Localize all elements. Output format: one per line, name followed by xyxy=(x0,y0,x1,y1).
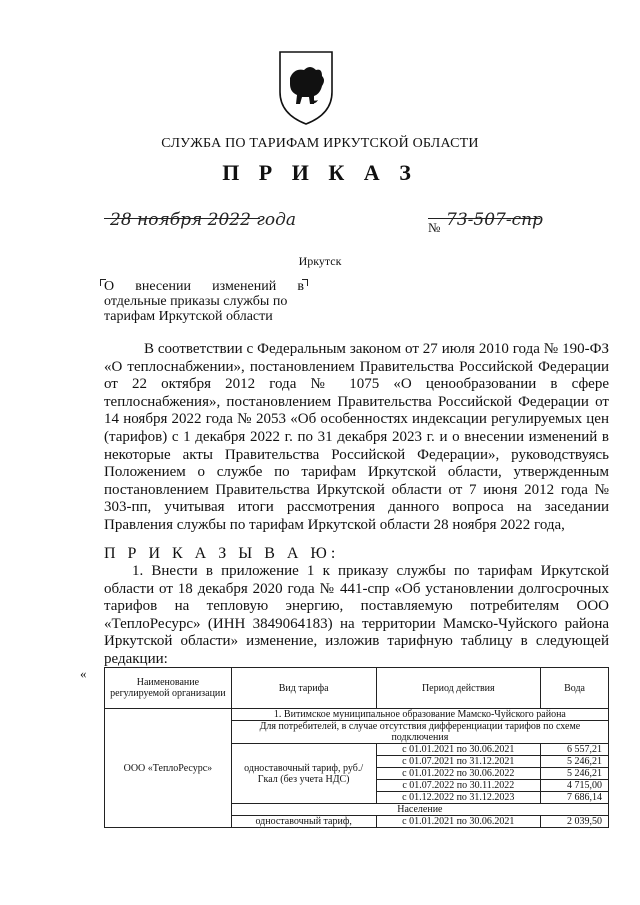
handwritten-date: 28 ноября 2022 года xyxy=(110,210,297,230)
order-heading: П Р И К А З Ы В А Ю: xyxy=(104,545,340,562)
period-cell: с 01.07.2021 по 31.12.2021 xyxy=(376,756,541,768)
order-item-1: 1. Внести в приложение 1 к приказу службы по тарифам Иркутской области от 18 декабря 2020 года № 441-спр «Об установлении долгосрочных тарифов на тепловую энергию, поставляемую потребителям ООО «ТеплоРесурс» (ИНН 3849064183) на территории Мамско-Чуйского района Иркутской области» изменение, изложив тарифную таблицу в следующей редакции: xyxy=(104,563,609,667)
org-name-cell: ООО «ТеплоРесурс» xyxy=(105,709,232,828)
value-cell: 5 246,21 xyxy=(541,756,609,768)
subject-line-3: тарифам Иркутской области xyxy=(104,309,273,324)
header-period: Период действия xyxy=(376,668,541,709)
table-header-row xyxy=(105,668,609,709)
period-cell: с 01.01.2021 по 30.06.2021 xyxy=(376,744,541,756)
tariff-type-cell: одноставочный тариф, руб./Гкал (без учета НДС) xyxy=(231,744,376,804)
group-title: Для потребителей, в случае отсутствия дифференциации тарифов по схеме подключения xyxy=(231,721,608,744)
section-title: 1. Витимское муниципальное образование Мамско-Чуйского района xyxy=(231,709,608,721)
subject-line-1: О внесении изменений в xyxy=(104,279,304,294)
number-sign: № xyxy=(428,220,441,235)
header-org: Наименование регулируемой организации xyxy=(105,668,232,709)
agency-name: СЛУЖБА ПО ТАРИФАМ ИРКУТСКОЙ ОБЛАСТИ xyxy=(161,136,479,151)
coat-of-arms-icon xyxy=(276,48,336,128)
header-water: Вода xyxy=(541,668,609,709)
group-title: Население xyxy=(231,804,608,816)
city: Иркутск xyxy=(298,254,342,268)
table-row xyxy=(105,709,609,721)
value-cell: 2 039,50 xyxy=(541,816,609,828)
period-cell: с 01.12.2022 по 31.12.2023 xyxy=(376,792,541,804)
period-cell: с 01.01.2021 по 30.06.2021 xyxy=(376,816,541,828)
value-cell: 5 246,21 xyxy=(541,768,609,780)
opening-quote: « xyxy=(80,666,87,681)
value-cell: 4 715,00 xyxy=(541,780,609,792)
subject-line-2: отдельные приказы службы по xyxy=(104,294,288,309)
period-cell: с 01.07.2022 по 30.11.2022 xyxy=(376,780,541,792)
value-cell: 6 557,21 xyxy=(541,744,609,756)
subject-block xyxy=(104,279,304,324)
header-type: Вид тарифа xyxy=(231,668,376,709)
preamble: В соответствии с Федеральным законом от 27 июля 2010 года № 190-ФЗ «О теплоснабжении», постановлением Правительства Российской Федерации от 22 октября 2012 года № 1075 «О ценообразовании в сфере теплоснабжения», постановлением Правительства Российской Федерации от 14 ноября 2022 года № 2053 «Об особенностях индексации регулируемых цен (тарифов) с 1 декабря 2022 г. по 31 декабря 2023 г. и о внесении изменений в некоторые акты Правительства Российской Федерации», руководствуясь Положением о службе по тарифам Иркутской области, утвержденным постановлением Правительства Иркутской области от 7 июня 2012 года № 303-пп, учитывая итоги рассмотрения данного вопроса на заседании Правления службы по тарифам Иркутской области 28 ноября 2022 года, xyxy=(104,341,609,533)
value-cell: 7 686,14 xyxy=(541,792,609,804)
handwritten-number: 73-507-спр xyxy=(446,210,543,230)
tariff-type-cell: одноставочный тариф, xyxy=(231,816,376,828)
tariff-table xyxy=(104,667,609,828)
document-type: П Р И К А З xyxy=(222,160,418,185)
period-cell: с 01.01.2022 по 30.06.2022 xyxy=(376,768,541,780)
